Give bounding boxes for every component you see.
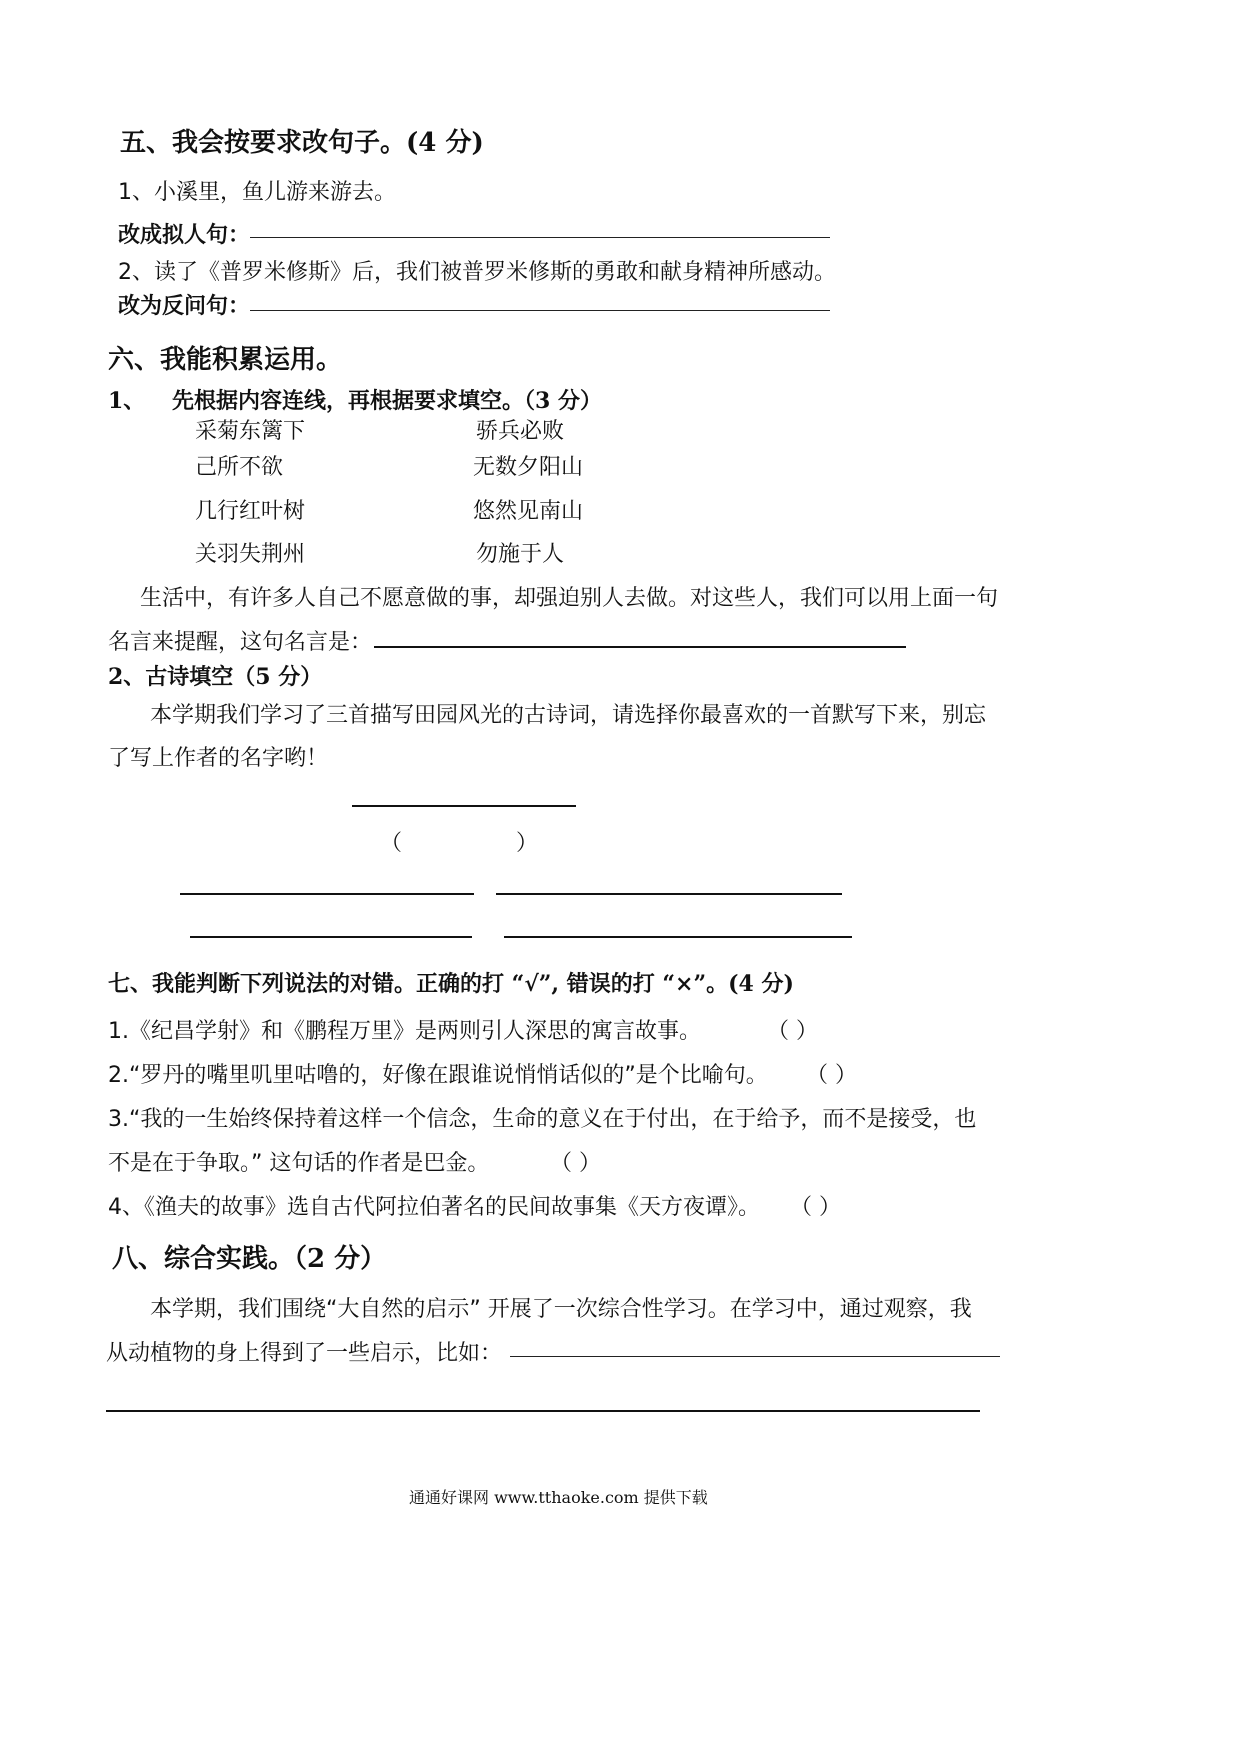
judgement-answer-box-4[interactable]: （ ） — [790, 1195, 841, 1220]
s6-q2-text-2: 了写上作者的名字哟！ — [108, 746, 329, 771]
match-left-item[interactable]: 己所不欲 — [195, 455, 284, 480]
s5-answer-label-2: 改为反问句： — [118, 293, 251, 319]
s8-answer-line-2[interactable] — [106, 1410, 980, 1412]
poem-title-line[interactable] — [352, 805, 576, 807]
match-right-item[interactable]: 悠然见南山 — [473, 499, 584, 524]
judgement-item-4: 4、《渔夫的故事》选自古代阿拉伯著名的民间故事集《天方夜谭》。 — [108, 1195, 760, 1220]
author-paren-close: ） — [516, 831, 539, 856]
s6-q1-instruction: 先根据内容连线，再根据要求填空。（3 分） — [172, 388, 602, 414]
judgement-answer-box-1[interactable]: （ ） — [767, 1019, 818, 1044]
judgement-item-2: 2.“罗丹的嘴里叽里咕噜的，好像在跟谁说悄悄话似的”是个比喻句。 — [108, 1063, 768, 1088]
s5-question-1: 1、小溪里，鱼儿游来游去。 — [118, 180, 396, 205]
s6-paragraph-line-1: 生活中，有许多人自己不愿意做的事，却强迫别人去做。对这些人，我们可以用上面一句 — [140, 586, 999, 611]
s5-answer-line-1[interactable] — [250, 237, 830, 238]
match-right-item[interactable]: 骄兵必败 — [476, 419, 565, 444]
match-right-item[interactable]: 勿施于人 — [476, 542, 565, 567]
s6-q2-title: 2、古诗填空（5 分） — [108, 664, 323, 690]
s6-q1-number: 1、 — [108, 388, 146, 414]
judgement-answer-box-3[interactable]: （ ） — [550, 1151, 601, 1176]
s6-paragraph-line-2: 名言来提醒，这句名言是： — [108, 630, 373, 655]
s6-q2-text-1: 本学期我们学习了三首描写田园风光的古诗词，请选择你最喜欢的一首默写下来，别忘 — [150, 703, 987, 728]
s5-question-2: 2、读了《普罗米修斯》后，我们被普罗米修斯的勇敢和献身精神所感动。 — [118, 260, 836, 285]
match-right-item[interactable]: 无数夕阳山 — [473, 455, 584, 480]
footer-source: 通通好课网 www.tthaoke.com 提供下载 — [409, 1488, 708, 1507]
match-left-item[interactable]: 几行红叶树 — [195, 499, 306, 524]
s6-motto-answer-line[interactable] — [374, 646, 906, 648]
s8-paragraph-line-2: 从动植物的身上得到了一些启示，比如： — [106, 1341, 503, 1366]
section-7-title: 七、我能判断下列说法的对错。正确的打 “√”, 错误的打 “×”。(4 分) — [108, 971, 794, 997]
section-6-title: 六、我能积累运用。 — [108, 345, 343, 375]
author-paren-open: （ — [380, 831, 403, 856]
judgement-answer-box-2[interactable]: （ ） — [806, 1063, 857, 1088]
s5-answer-label-1: 改成拟人句： — [118, 222, 251, 248]
section-8-title: 八、综合实践。（2 分） — [112, 1244, 387, 1274]
match-left-item[interactable]: 关羽失荆州 — [195, 542, 306, 567]
judgement-item-3: 3.“我的一生始终保持着这样一个信念，生命的意义在于付出，在于给予，而不是接受，也 — [108, 1107, 977, 1132]
s8-answer-line-1[interactable] — [510, 1356, 1000, 1357]
s8-paragraph-line-1: 本学期，我们围绕“大自然的启示” 开展了一次综合性学习。在学习中，通过观察，我 — [150, 1297, 972, 1322]
judgement-item-1: 1.《纪昌学射》和《鹏程万里》是两则引人深思的寓言故事。 — [108, 1019, 701, 1044]
match-left-item[interactable]: 采菊东篱下 — [195, 419, 306, 444]
poem-line[interactable] — [180, 893, 474, 895]
poem-line[interactable] — [504, 936, 852, 938]
s5-answer-line-2[interactable] — [250, 310, 830, 311]
poem-line[interactable] — [496, 893, 842, 895]
poem-line[interactable] — [190, 936, 472, 938]
judgement-item-3-cont: 不是在于争取。” 这句话的作者是巴金。 — [108, 1151, 490, 1176]
section-5-title: 五、我会按要求改句子。(4 分) — [120, 128, 484, 158]
